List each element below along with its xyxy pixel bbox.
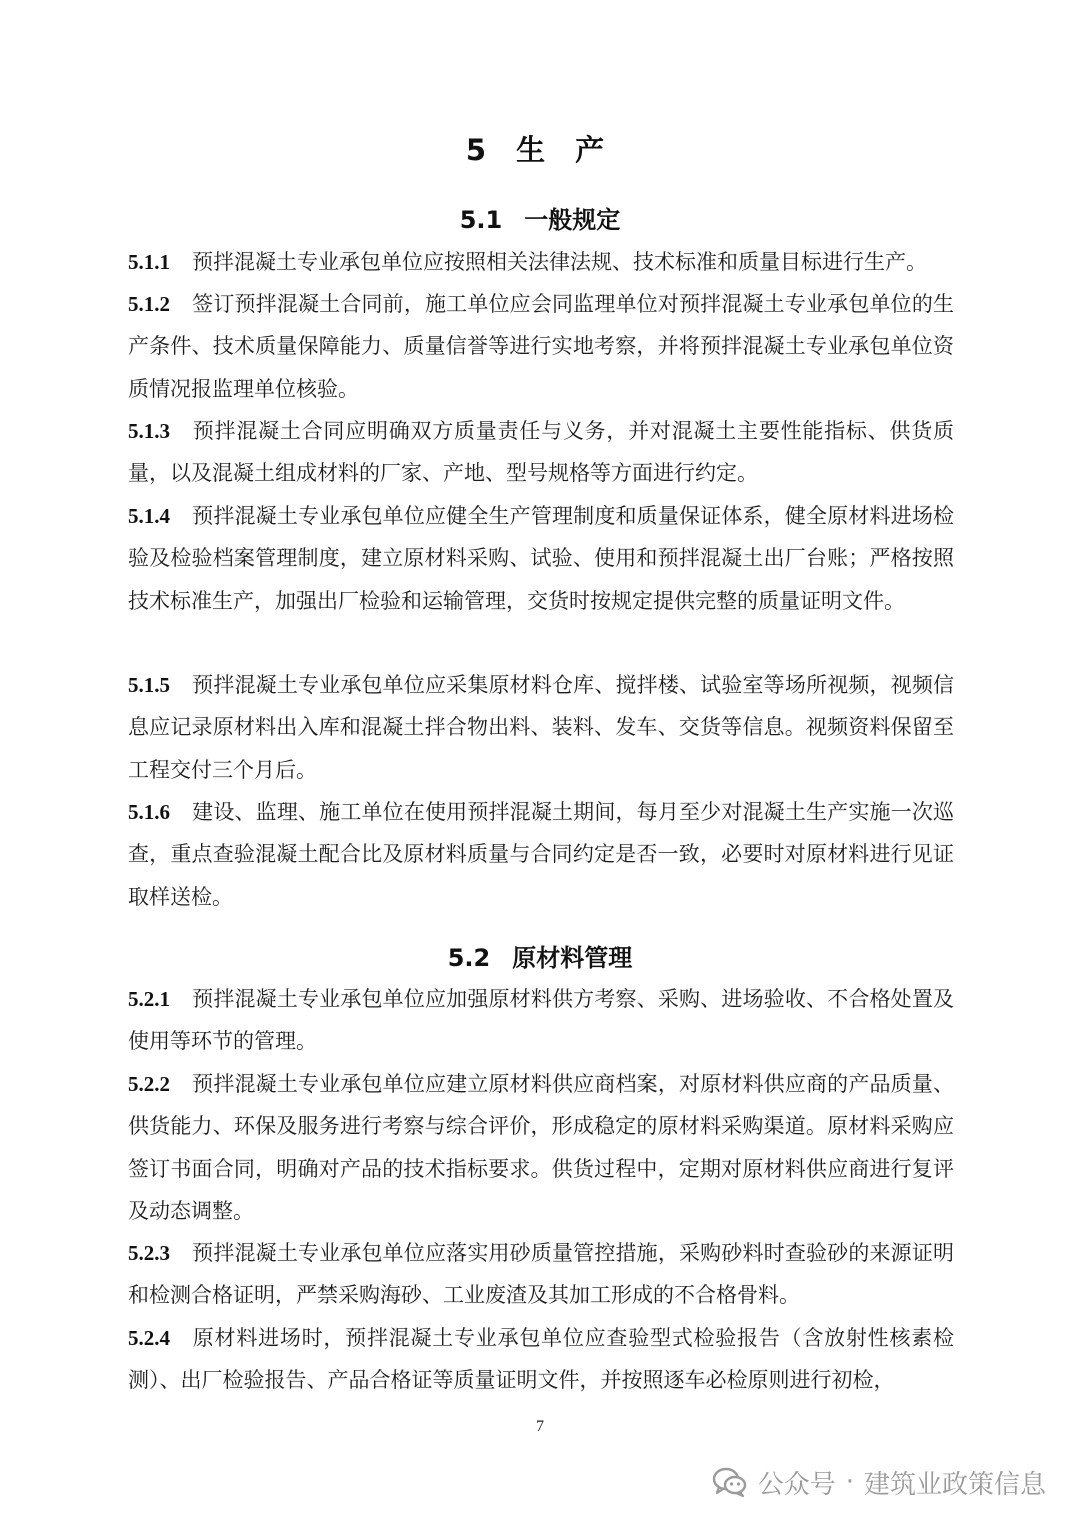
wechat-chat-bubbles-icon [712, 1467, 748, 1497]
watermark-platform: 公众号 [757, 1469, 836, 1500]
clause-text: 预拌混凝土合同应明确双方质量责任与义务，并对混凝土主要性能指标、供货质量，以及混凝土组成材料的厂家、产地、型号规格等方面进行约定。 [128, 419, 954, 486]
clause-number: 5.1.5 [128, 673, 170, 697]
clause-5-2-3 [128, 1232, 954, 1317]
clause-text: 预拌混凝土专业承包单位应落实用砂质量管控措施，采购砂料时查验砂的来源证明和检测合格证明，严禁采购海砂、工业废渣及其加工形成的不合格骨料。 [128, 1241, 954, 1308]
section-title-5-2 [0, 938, 1080, 973]
section-title-text: 原材料管理 [512, 944, 633, 972]
clause-5-1-3 [128, 410, 954, 495]
chapter-title: 5 生 产 [465, 133, 615, 167]
clause-number: 5.1.1 [128, 250, 170, 274]
watermark-separator: · [845, 1467, 854, 1497]
clause-number: 5.2.3 [128, 1241, 170, 1265]
clause-number: 5.2.4 [128, 1326, 170, 1350]
page-number: 7 [536, 1418, 544, 1435]
clause-text: 建设、监理、施工单位在使用预拌混凝土期间，每月至少对混凝土生产实施一次巡查，重点查验混凝土配合比及原材料质量与合同约定是否一致，必要时对原材料进行见证取样送检。 [128, 800, 954, 909]
section-title-text: 一般规定 [524, 206, 621, 234]
clause-5-1-4 [128, 495, 954, 622]
clause-text: 预拌混凝土专业承包单位应按照相关法律法规、技术标准和质量目标进行生产。 [192, 250, 927, 274]
clause-5-1-1 [128, 241, 954, 283]
clause-number: 5.1.4 [128, 504, 170, 528]
wechat-watermark [712, 1462, 1046, 1502]
clause-number: 5.2.1 [128, 987, 170, 1011]
section-number: 5.1 [459, 206, 503, 234]
watermark-account-name: 建筑业政策信息 [863, 1469, 1046, 1500]
clause-5-1-6 [128, 791, 954, 918]
clause-5-1-5 [128, 664, 954, 791]
section-number: 5.2 [447, 944, 491, 972]
clause-text: 预拌混凝土专业承包单位应建立原材料供应商档案，对原材料供应商的产品质量、供货能力、环保及服务进行考察与综合评价，形成稳定的原材料采购渠道。原材料采购应签订书面合同，明确对产品的技术指标要求。供货过程中，定期对原材料供应商进行复评及动态调整。 [128, 1072, 954, 1223]
clause-number: 5.1.3 [128, 419, 170, 443]
clause-number: 5.1.2 [128, 292, 170, 316]
clause-text: 预拌混凝土专业承包单位应健全生产管理制度和质量保证体系，健全原材料进场检验及检验档案管理制度，建立原材料采购、试验、使用和预拌混凝土出厂台账；严格按照技术标准生产，加强出厂检验和运输管理，交货时按规定提供完整的质量证明文件。 [128, 504, 954, 613]
clause-text: 签订预拌混凝土合同前，施工单位应会同监理单位对预拌混凝土专业承包单位的生产条件、技术质量保障能力、质量信誉等进行实地考察，并将预拌混凝土专业承包单位资质情况报监理单位核验。 [128, 292, 954, 401]
section-title-5-1 [0, 200, 1080, 235]
clause-text: 原材料进场时，预拌混凝土专业承包单位应查验型式检验报告（含放射性核素检测）、出厂检验报告、产品合格证等质量证明文件，并按照逐车必检原则进行初检， [128, 1326, 954, 1393]
clause-number: 5.2.2 [128, 1072, 170, 1096]
clause-5-1-2 [128, 283, 954, 410]
clause-text: 预拌混凝土专业承包单位应采集原材料仓库、搅拌楼、试验室等场所视频，视频信息应记录原材料出入库和混凝土拌合物出料、装料、发车、交货等信息。视频资料保留至工程交付三个月后。 [128, 673, 954, 782]
clause-5-2-1 [128, 978, 954, 1063]
clause-number: 5.1.6 [128, 800, 170, 824]
clause-text: 预拌混凝土专业承包单位应加强原材料供方考察、采购、进场验收、不合格处置及使用等环节的管理。 [128, 987, 954, 1054]
clause-5-2-2 [128, 1063, 954, 1232]
clause-5-2-4 [128, 1317, 954, 1402]
